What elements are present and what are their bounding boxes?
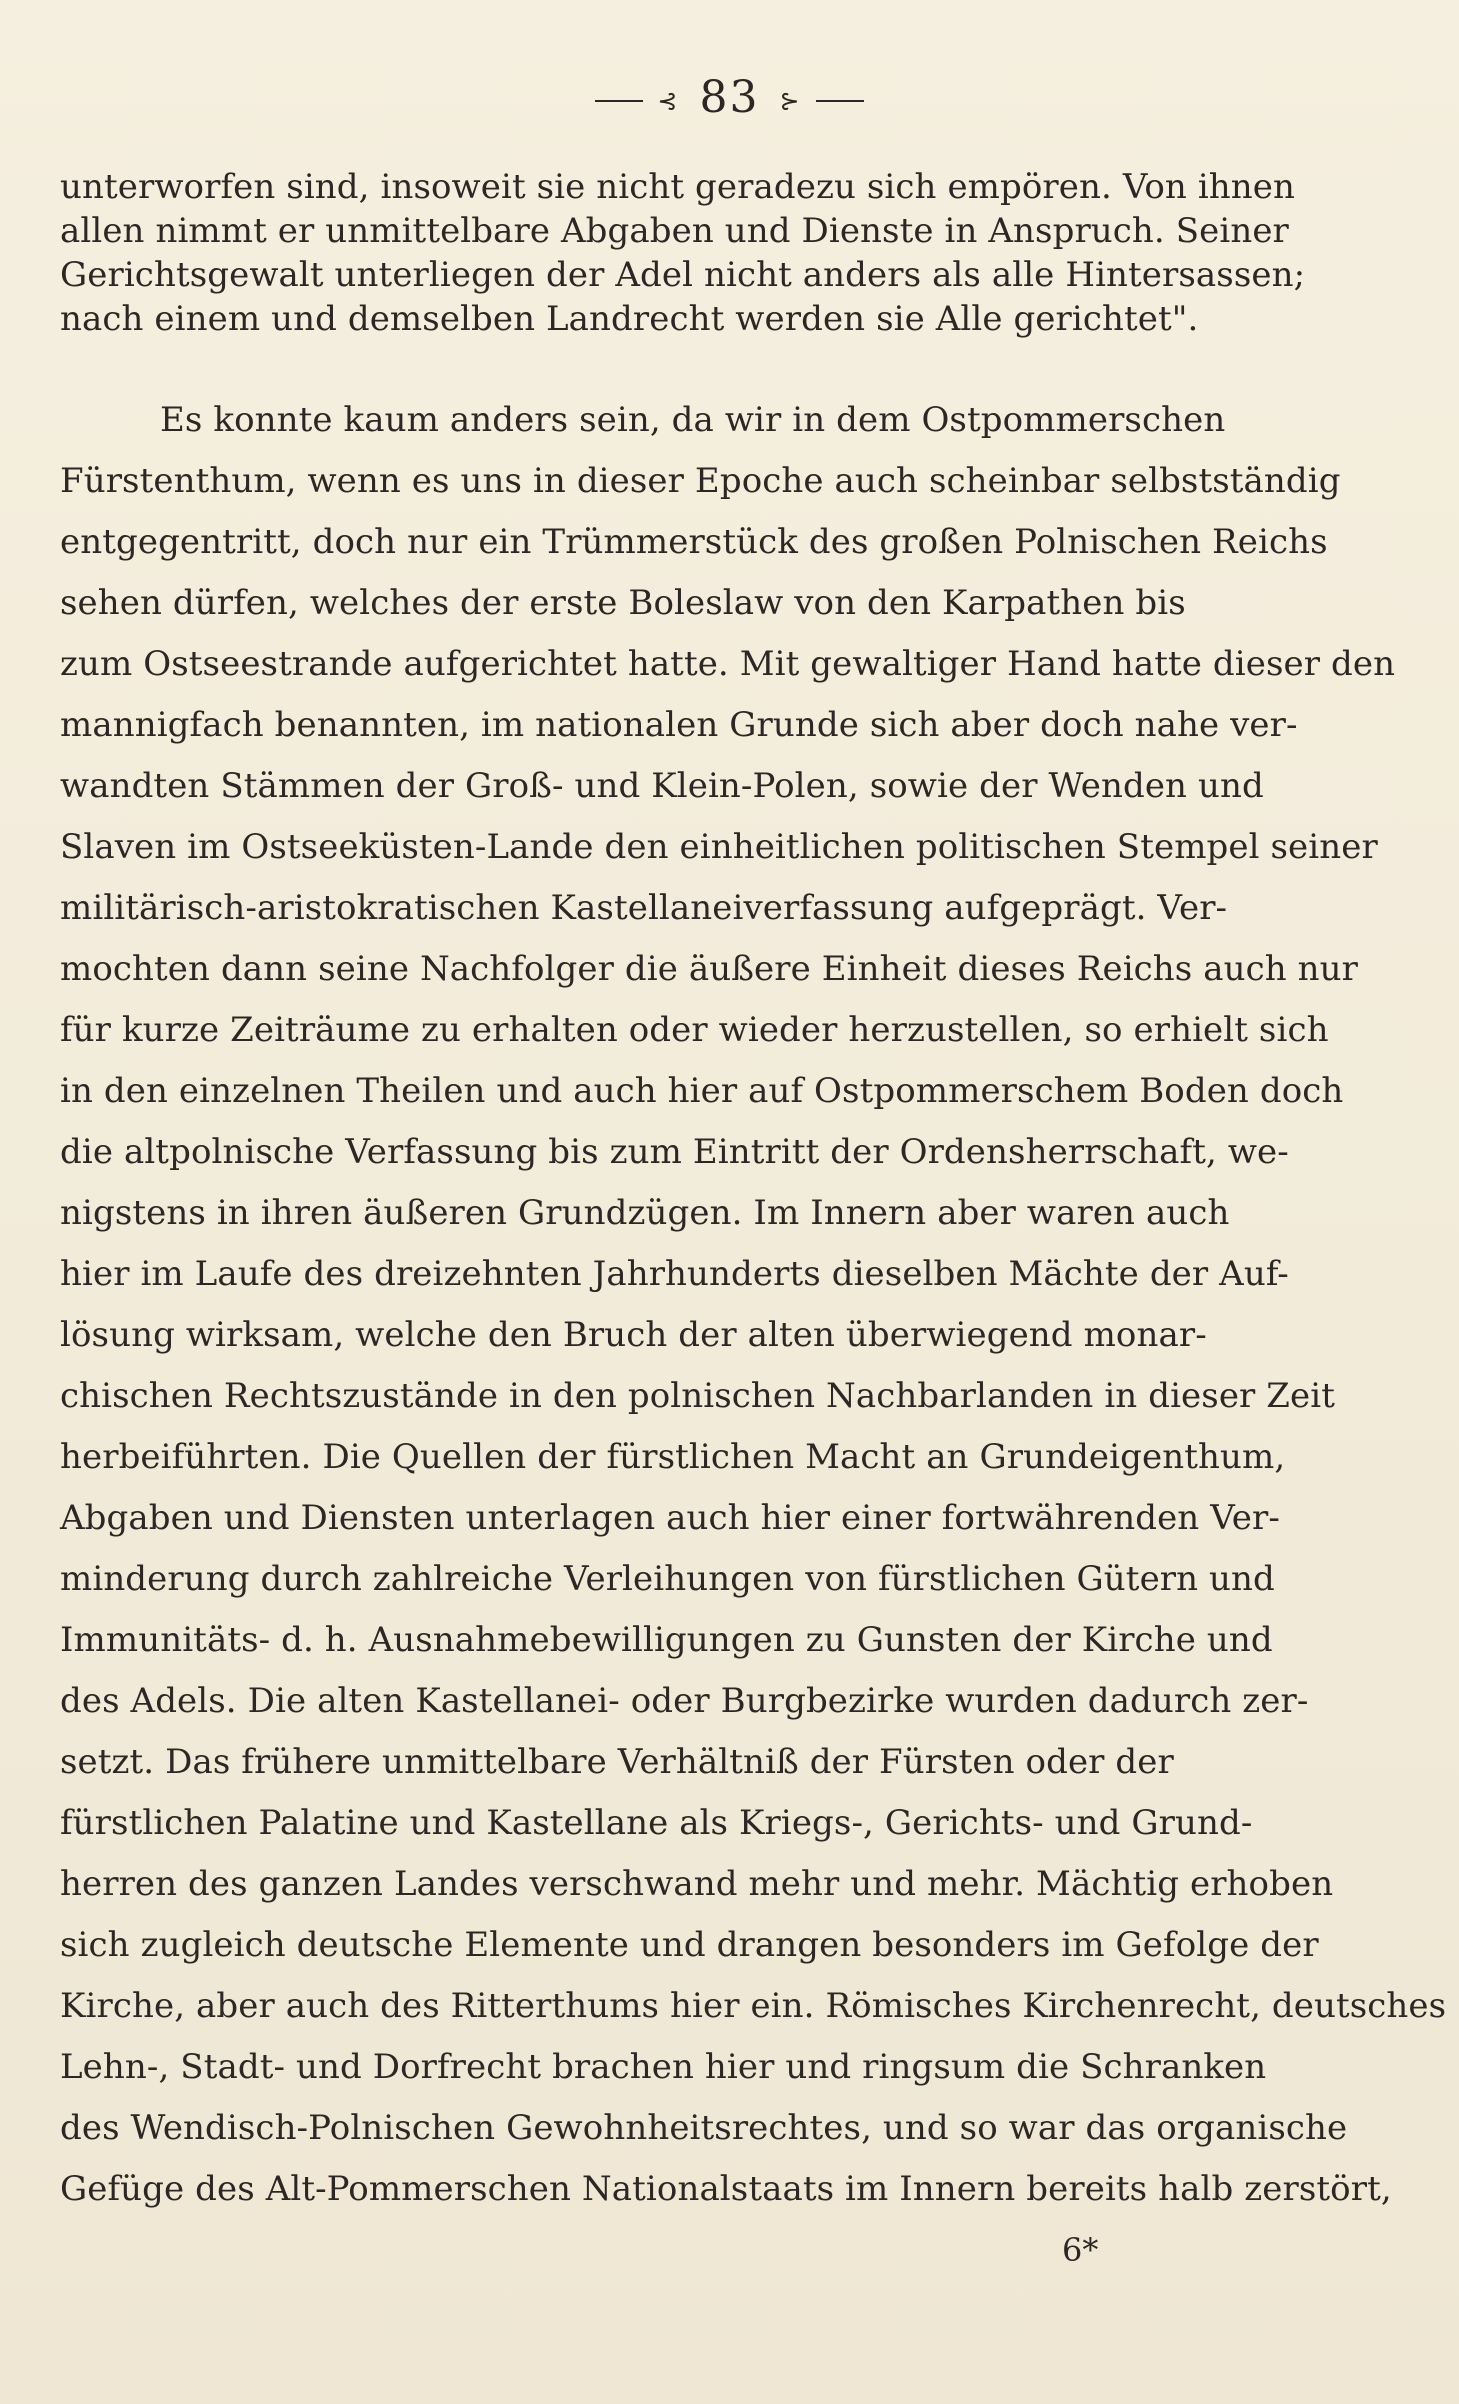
- text-line: Kirche, aber auch des Ritterthums hier ein. Römisches Kirchenrecht, deutsches: [60, 1986, 1447, 2026]
- page-header: [0, 70, 1459, 129]
- text-line: Abgaben und Diensten unterlagen auch hier einer fortwährenden Ver-: [60, 1498, 1280, 1538]
- text-line: für kurze Zeiträume zu erhalten oder wieder herzustellen, so erhielt sich: [60, 1010, 1329, 1050]
- signature-mark: 6*: [1062, 2231, 1099, 2269]
- text-line: sehen dürfen, welches der erste Boleslaw von den Karpathen bis: [60, 583, 1186, 623]
- text-line: Gerichtsgewalt unterliegen der Adel nicht anders als alle Hintersassen;: [60, 255, 1306, 295]
- text-line: unterworfen sind, insoweit sie nicht geradezu sich empören. Von ihnen: [60, 167, 1296, 207]
- text-line: militärisch-aristokratischen Kastellaneiverfassung aufgeprägt. Ver-: [60, 888, 1228, 928]
- text-line: des Wendisch-Polnischen Gewohnheitsrechtes, und so war das organische: [60, 2108, 1348, 2148]
- text-line: setzt. Das frühere unmittelbare Verhältniß der Fürsten oder der: [60, 1742, 1174, 1782]
- text-line: mannigfach benannten, im nationalen Grunde sich aber doch nahe ver-: [60, 705, 1298, 745]
- text-line: chischen Rechtszustände in den polnischen Nachbarlanden in dieser Zeit: [60, 1376, 1335, 1416]
- text-line: wandten Stämmen der Groß- und Klein-Polen, sowie der Wenden und: [60, 766, 1264, 806]
- text-line: Slaven im Ostseeküsten-Lande den einheitlichen politischen Stempel seiner: [60, 827, 1378, 867]
- text-line: allen nimmt er unmittelbare Abgaben und Dienste in Anspruch. Seiner: [60, 211, 1289, 251]
- text-line: herbeiführten. Die Quellen der fürstlichen Macht an Grundeigenthum,: [60, 1437, 1286, 1477]
- paragraph-continuation: [60, 165, 1306, 341]
- text-line: entgegentritt, doch nur ein Trümmerstück des großen Polnischen Reichs: [60, 522, 1328, 562]
- text-line: nigstens in ihren äußeren Grundzügen. Im Innern aber waren auch: [60, 1193, 1230, 1233]
- text-line: nach einem und demselben Landrecht werden sie Alle gerichtet".: [60, 299, 1199, 339]
- header-ornament-right: ⊱: [779, 86, 802, 115]
- header-rule-right: [816, 100, 864, 102]
- text-line: zum Ostseestrande aufgerichtet hatte. Mit gewaltiger Hand hatte dieser den: [60, 644, 1396, 684]
- text-line: sich zugleich deutsche Elemente und drangen besonders im Gefolge der: [60, 1925, 1319, 1965]
- text-line: fürstlichen Palatine und Kastellane als Kriegs-, Gerichts- und Grund-: [60, 1803, 1253, 1843]
- page-number: 83: [699, 72, 760, 123]
- text-line: des Adels. Die alten Kastellanei- oder Burgbezirke wurden dadurch zer-: [60, 1681, 1309, 1721]
- text-line: mochten dann seine Nachfolger die äußere Einheit dieses Reichs auch nur: [60, 949, 1359, 989]
- text-line: Gefüge des Alt-Pommerschen Nationalstaats im Innern bereits halb zerstört,: [60, 2169, 1392, 2209]
- header-ornament-left: ⊰: [657, 86, 680, 115]
- header-rule-left: [595, 100, 643, 102]
- text-line: die altpolnische Verfassung bis zum Eintritt der Ordensherrschaft, we-: [60, 1132, 1289, 1172]
- text-line: Lehn-, Stadt- und Dorfrecht brachen hier und ringsum die Schranken: [60, 2047, 1267, 2087]
- text-line: lösung wirksam, welche den Bruch der alten überwiegend monar-: [60, 1315, 1207, 1355]
- text-line: Es konnte kaum anders sein, da wir in dem Ostpommerschen: [160, 400, 1226, 440]
- text-line: minderung durch zahlreiche Verleihungen von fürstlichen Gütern und: [60, 1559, 1275, 1599]
- text-line: hier im Laufe des dreizehnten Jahrhunderts dieselben Mächte der Auf-: [60, 1254, 1289, 1294]
- text-line: in den einzelnen Theilen und auch hier auf Ostpommerschem Boden doch: [60, 1071, 1344, 1111]
- text-line: Fürstenthum, wenn es uns in dieser Epoche auch scheinbar selbstständig: [60, 461, 1341, 501]
- text-line: Immunitäts- d. h. Ausnahmebewilligungen zu Gunsten der Kirche und: [60, 1620, 1273, 1660]
- paragraph-main: [60, 390, 1447, 2220]
- text-line: herren des ganzen Landes verschwand mehr und mehr. Mächtig erhoben: [60, 1864, 1334, 1904]
